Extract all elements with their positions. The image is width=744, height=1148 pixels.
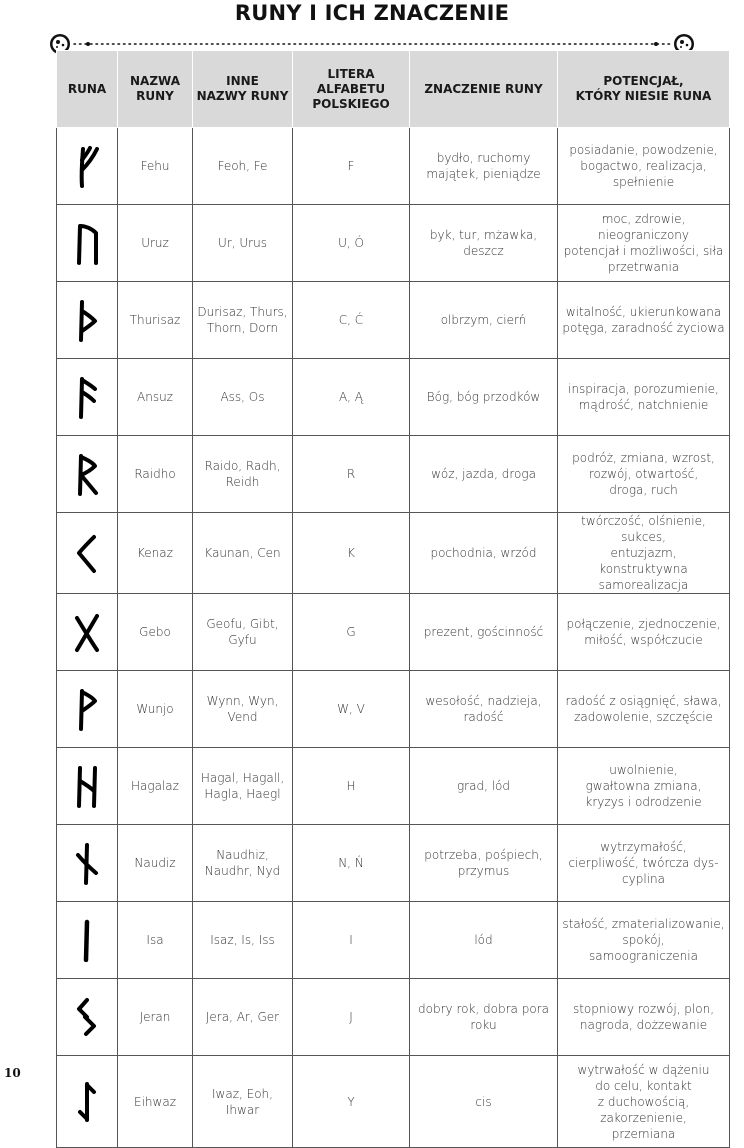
rune-name: Thurisaz	[118, 282, 193, 359]
page-number: 10	[4, 1066, 21, 1080]
rune-cell	[57, 1056, 118, 1148]
rune-letter: G	[293, 594, 410, 671]
rune-meaning: bydło, ruchomy majątek, pieniądze	[410, 128, 558, 205]
hagalaz-rune-icon	[72, 764, 102, 808]
rune-name: Ansuz	[118, 359, 193, 436]
rune-letter: I	[293, 902, 410, 979]
fehu-rune-icon	[72, 144, 102, 188]
page-title: RUNY I ICH ZNACZENIE	[234, 1, 510, 25]
table-row	[57, 128, 730, 205]
rune-meaning: cis	[410, 1056, 558, 1148]
rune-potential: posiadanie, powodzenie, bogactwo, realizacja, spełnienie	[558, 128, 730, 205]
rune-cell	[57, 128, 118, 205]
rune-cell	[57, 436, 118, 513]
rune-potential: radość z osiągnięć, sława, zadowolenie, szczęście	[558, 671, 730, 748]
rune-potential: stopniowy rozwój, plon, nagroda, dożzewanie	[558, 979, 730, 1056]
rune-name: Hagalaz	[118, 748, 193, 825]
header-nazwa: NAZWA RUNY	[118, 51, 193, 128]
rune-other-names: Geofu, Gibt, Gyfu	[193, 594, 293, 671]
header-litera: LITERA ALFABETU POLSKIEGO	[293, 51, 410, 128]
rune-cell	[57, 205, 118, 282]
rune-cell	[57, 825, 118, 902]
rune-potential: wytrzymałość, cierpliwość, twórcza dys- cyplina	[558, 825, 730, 902]
rune-letter: F	[293, 128, 410, 205]
rune-meaning: wesołość, nadzieja, radość	[410, 671, 558, 748]
header-znaczenie: ZNACZENIE RUNY	[410, 51, 558, 128]
rune-meaning: grad, lód	[410, 748, 558, 825]
rune-other-names: Iwaz, Eoh, Ihwar	[193, 1056, 293, 1148]
rune-meaning: olbrzym, cierń	[410, 282, 558, 359]
rune-letter: A, Ą	[293, 359, 410, 436]
rune-potential: moc, zdrowie, nieograniczony potencjał i możliwości, siła przetrwania	[558, 205, 730, 282]
table-row	[57, 594, 730, 671]
runes-table	[56, 50, 730, 1148]
rune-potential: stałość, zmaterializowanie, spokój, samoograniczenia	[558, 902, 730, 979]
rune-name: Wunjo	[118, 671, 193, 748]
table-row	[57, 748, 730, 825]
rune-other-names: Durisaz, Thurs, Thorn, Dorn	[193, 282, 293, 359]
rune-meaning: Bóg, bóg przodków	[410, 359, 558, 436]
kenaz-rune-icon	[72, 531, 102, 575]
rune-other-names: Hagal, Hagall, Hagla, Haegl	[193, 748, 293, 825]
rune-name: Fehu	[118, 128, 193, 205]
rune-cell	[57, 671, 118, 748]
rune-potential: uwolnienie, gwałtowna zmiana, kryzys i odrodzenie	[558, 748, 730, 825]
rune-cell	[57, 359, 118, 436]
rune-letter: Y	[293, 1056, 410, 1148]
header-runa: RUNA	[57, 51, 118, 128]
rune-cell	[57, 282, 118, 359]
table-row	[57, 979, 730, 1056]
rune-other-names: Kaunan, Cen	[193, 513, 293, 594]
rune-letter: C, Ć	[293, 282, 410, 359]
rune-cell	[57, 513, 118, 594]
gebo-rune-icon	[72, 610, 102, 654]
table-row	[57, 1056, 730, 1148]
ansuz-rune-icon	[72, 375, 102, 419]
rune-letter: K	[293, 513, 410, 594]
rune-potential: podróż, zmiana, wzrost, rozwój, otwartość, droga, ruch	[558, 436, 730, 513]
rune-potential: połączenie, zjednoczenie, miłość, współczucie	[558, 594, 730, 671]
table-row	[57, 513, 730, 594]
rune-other-names: Isaz, Is, Iss	[193, 902, 293, 979]
header-inne-nazwy: INNE NAZWY RUNY	[193, 51, 293, 128]
rune-letter: N, Ń	[293, 825, 410, 902]
rune-potential: wytrwałość w dążeniu do celu, kontakt z duchowością, zakorzenienie, przemiana	[558, 1056, 730, 1148]
rune-other-names: Ass, Os	[193, 359, 293, 436]
eihwaz-rune-icon	[72, 1080, 102, 1124]
table-row	[57, 825, 730, 902]
rune-other-names: Naudhiz, Naudhr, Nyd	[193, 825, 293, 902]
rune-meaning: dobry rok, dobra pora roku	[410, 979, 558, 1056]
wunjo-rune-icon	[72, 687, 102, 731]
rune-letter: R	[293, 436, 410, 513]
rune-meaning: potrzeba, pośpiech, przymus	[410, 825, 558, 902]
rune-other-names: Feoh, Fe	[193, 128, 293, 205]
rune-meaning: prezent, gościnność	[410, 594, 558, 671]
rune-name: Kenaz	[118, 513, 193, 594]
rune-potential: witalność, ukierunkowana potęga, zaradność życiowa	[558, 282, 730, 359]
rune-name: Eihwaz	[118, 1056, 193, 1148]
jeran-rune-icon	[72, 995, 102, 1039]
rune-meaning: lód	[410, 902, 558, 979]
rune-other-names: Ur, Urus	[193, 205, 293, 282]
rune-meaning: wóz, jazda, droga	[410, 436, 558, 513]
rune-name: Isa	[118, 902, 193, 979]
naudiz-rune-icon	[72, 841, 102, 885]
table-row	[57, 902, 730, 979]
rune-cell	[57, 979, 118, 1056]
rune-letter: W, V	[293, 671, 410, 748]
rune-letter: J	[293, 979, 410, 1056]
rune-cell	[57, 902, 118, 979]
rune-name: Gebo	[118, 594, 193, 671]
rune-potential: inspiracja, porozumienie, mądrość, natchnienie	[558, 359, 730, 436]
rune-cell	[57, 748, 118, 825]
rune-potential: twórczość, olśnienie, sukces, entuzjazm, konstruktywna samorealizacja	[558, 513, 730, 594]
rune-meaning: pochodnia, wrzód	[410, 513, 558, 594]
rune-letter: U, Ó	[293, 205, 410, 282]
table-row	[57, 282, 730, 359]
table-row	[57, 359, 730, 436]
table-row	[57, 671, 730, 748]
rune-other-names: Raido, Radh, Reidh	[193, 436, 293, 513]
rune-name: Naudiz	[118, 825, 193, 902]
rune-name: Uruz	[118, 205, 193, 282]
thurisaz-rune-icon	[72, 298, 102, 342]
isa-rune-icon	[72, 918, 102, 962]
rune-other-names: Jera, Ar, Ger	[193, 979, 293, 1056]
table-row	[57, 205, 730, 282]
rune-name: Raidho	[118, 436, 193, 513]
table-row	[57, 436, 730, 513]
raidho-rune-icon	[72, 452, 102, 496]
uruz-rune-icon	[72, 221, 102, 265]
table-header-row	[57, 51, 730, 128]
header-potencjal: POTENCJAŁ, KTÓRY NIESIE RUNA	[558, 51, 730, 128]
rune-meaning: byk, tur, mżawka, deszcz	[410, 205, 558, 282]
rune-name: Jeran	[118, 979, 193, 1056]
rune-letter: H	[293, 748, 410, 825]
rune-cell	[57, 594, 118, 671]
rune-other-names: Wynn, Wyn, Vend	[193, 671, 293, 748]
